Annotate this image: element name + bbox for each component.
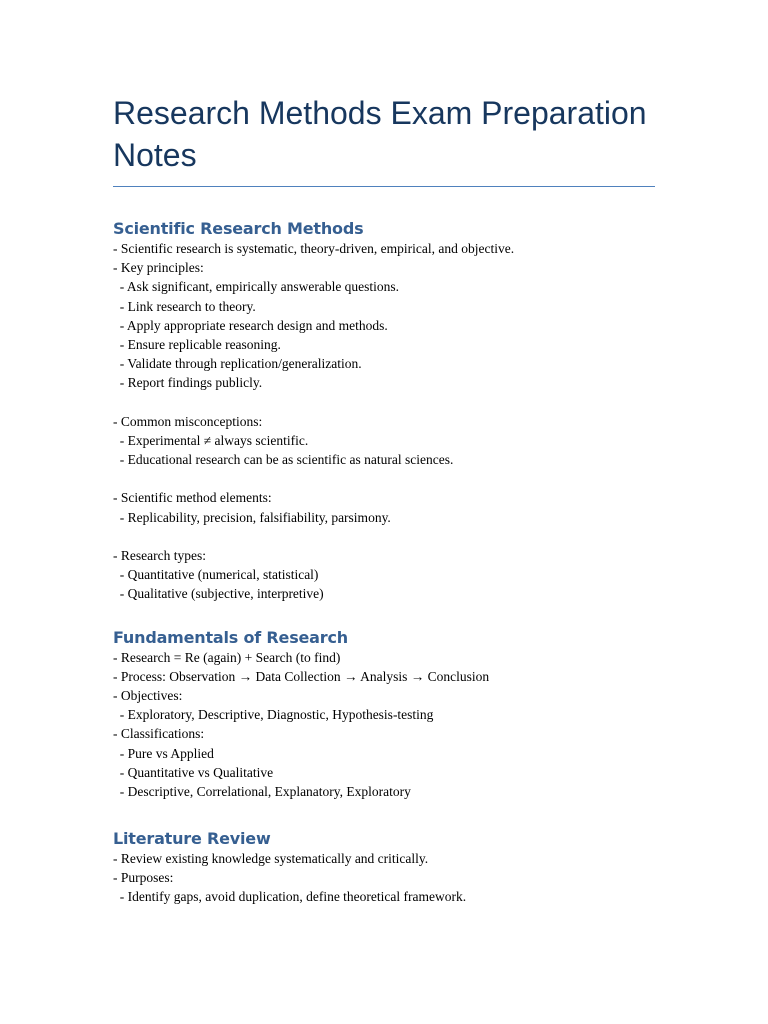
section-lines [113, 239, 655, 604]
document-page [113, 92, 655, 907]
section-literature-review [113, 827, 655, 907]
text-line: - Descriptive, Correlational, Explanatory, Exploratory [113, 783, 411, 799]
document-title: Research Methods Exam Preparation Notes [113, 95, 647, 173]
text-line: - Quantitative vs Qualitative [113, 764, 274, 780]
blank-line [113, 527, 655, 546]
section-lines [113, 849, 655, 907]
section-lines [113, 648, 655, 802]
text-line: - Apply appropriate research design and methods. [113, 317, 388, 333]
text-line: - Objectives: [113, 687, 183, 703]
section-heading: Scientific Research Methods [113, 219, 364, 238]
text-line: - Common misconceptions: [113, 413, 263, 429]
text-line: - Scientific method elements: [113, 490, 272, 506]
text-line: - Validate through replication/generalization. [113, 356, 362, 372]
text-line: - Research = Re (again) + Search (to find) [113, 649, 341, 665]
section-heading: Literature Review [113, 829, 271, 849]
text-line: - Purposes: [113, 870, 174, 886]
text-line: - Scientific research is systematic, theory-driven, empirical, and objective. [113, 241, 515, 256]
text-line: - Ensure replicable reasoning. [113, 336, 281, 352]
text-line: - Pure vs Applied [113, 745, 214, 761]
section-heading: Fundamentals of Research [113, 627, 348, 647]
text-line: - Process: Observation → Data Collection → Analysis → Conclusion [113, 668, 490, 684]
text-line: - Replicability, precision, falsifiability, parsimony. [113, 509, 391, 525]
section-fundamentals-of-research [113, 626, 655, 802]
blank-line [113, 469, 655, 488]
text-line: - Research types: [113, 548, 206, 563]
text-line: - Review existing knowledge systematically and critically. [113, 851, 429, 867]
text-line: - Ask significant, empirically answerable questions. [113, 279, 400, 295]
title-divider [113, 186, 655, 187]
text-line: - Exploratory, Descriptive, Diagnostic, Hypothesis-testing [113, 707, 434, 723]
text-line: - Report findings publicly. [113, 375, 263, 391]
text-line: - Experimental ≠ always scientific. [113, 432, 309, 448]
text-line: - Identify gaps, avoid duplication, define theoretical framework. [113, 889, 467, 905]
text-line: - Key principles: [113, 260, 204, 276]
text-line: - Classifications: [113, 726, 205, 742]
text-line: - Qualitative (subjective, interpretive) [113, 586, 324, 602]
text-line: - Educational research can be as scientific as natural sciences. [113, 452, 454, 468]
text-line: - Quantitative (numerical, statistical) [113, 567, 319, 583]
blank-line [113, 393, 655, 412]
section-scientific-research-methods [113, 217, 655, 604]
text-line: - Link research to theory. [113, 298, 256, 314]
